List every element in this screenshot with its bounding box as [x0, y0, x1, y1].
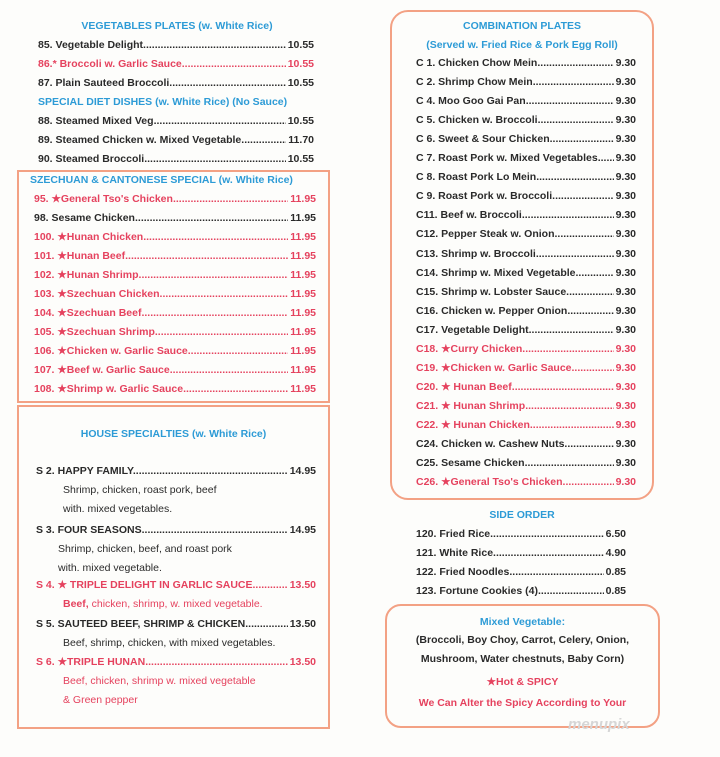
- menu-item: [416, 418, 636, 432]
- menu-item: [416, 170, 636, 184]
- menu-item-name: 103. ★Szechuan Chicken .....: [34, 287, 288, 301]
- menu-item-name: 90. Steamed Broccoli .....: [38, 152, 286, 166]
- menu-item: [416, 208, 636, 222]
- description-rest: chicken, shrimp, w. mixed vegetable.: [88, 598, 263, 610]
- menu-item: [416, 342, 636, 356]
- menu-item-name: C14. Shrimp w. Mixed Vegetable .....: [416, 266, 614, 280]
- menu-item-name: 86.* Broccoli w. Garlic Sauce .....: [38, 57, 286, 71]
- menu-item-name: C18. ★Curry Chicken .....: [416, 342, 614, 356]
- menu-item: [38, 114, 314, 128]
- menu-item: [34, 344, 316, 358]
- menu-item: [416, 247, 636, 261]
- menu-item: [34, 211, 316, 225]
- menu-item-price: 9.30: [615, 361, 636, 374]
- menu-item-name: C12. Pepper Steak w. Onion .....: [416, 227, 614, 241]
- house-specialty-description: with. mixed vegetable.: [58, 562, 162, 574]
- menu-item: [38, 38, 314, 52]
- menu-item: [416, 361, 636, 375]
- house-specialty-price: 13.50: [289, 618, 316, 630]
- menu-item-price: 10.55: [287, 77, 314, 89]
- spicy-alter-note: We Can Alter the Spicy According to Your: [418, 697, 627, 709]
- menu-item-name: 123. Fortune Cookies (4) .....: [416, 584, 604, 598]
- menu-item-price: 6.50: [605, 528, 626, 540]
- menu-item-price: 11.95: [290, 288, 316, 300]
- menu-item: [416, 527, 626, 541]
- menu-item: [416, 304, 636, 318]
- menu-item-price: 11.95: [290, 231, 316, 243]
- house-specialty-price: 13.50: [289, 656, 316, 668]
- menu-item-name: C 8. Roast Pork Lo Mein .....: [416, 170, 614, 184]
- house-specialty-description: Shrimp, chicken, roast pork, beef: [63, 484, 217, 496]
- menu-item-name: 95. ★General Tso's Chicken .....: [34, 192, 288, 206]
- hot-spicy-label: ★Hot & SPICY: [486, 676, 559, 688]
- menu-item: [416, 456, 636, 470]
- menu-item-name: C16. Chicken w. Pepper Onion .....: [416, 304, 614, 318]
- menu-item-price: 0.85: [605, 585, 626, 597]
- menu-item-price: 9.30: [615, 95, 636, 108]
- menu-item-name: C 4. Moo Goo Gai Pan .....: [416, 94, 614, 108]
- house-specialty-description: Beef, chicken, shrimp w. mixed vegetable: [63, 675, 256, 687]
- house-specialty-name: S 5. SAUTEED BEEF, SHRIMP & CHICKEN .....: [36, 617, 288, 631]
- menu-item-price: 9.30: [615, 247, 636, 260]
- menu-item: [416, 189, 636, 203]
- menu-item: [416, 227, 636, 241]
- side-order-header: SIDE ORDER: [489, 509, 555, 521]
- menu-item-price: 9.30: [615, 399, 636, 412]
- house-specialty-description: with. mixed vegetables.: [63, 503, 173, 515]
- menu-item-price: 11.95: [290, 326, 316, 338]
- menu-item-name: C 2. Shrimp Chow Mein .....: [416, 75, 614, 89]
- menu-item-price: 9.30: [615, 57, 636, 69]
- menu-item-price: 11.95: [290, 250, 316, 262]
- menu-item-name: 107. ★Beef w. Garlic Sauce .....: [34, 363, 288, 377]
- menu-item-name: C26. ★General Tso's Chicken .....: [416, 475, 614, 489]
- menu-item: [416, 285, 636, 299]
- menu-item-price: 10.55: [287, 153, 314, 165]
- mixed-vegetable-line2: Mushroom, Water chestnuts, Baby Corn): [420, 653, 625, 665]
- menu-item-name: 98. Sesame Chicken .....: [34, 211, 288, 225]
- description-highlight: Beef,: [63, 598, 89, 610]
- menu-item: [34, 192, 316, 206]
- menu-item-price: 9.30: [615, 476, 636, 489]
- menu-item-price: 4.90: [605, 547, 626, 559]
- menu-item-price: 9.30: [615, 438, 636, 450]
- menu-item-name: C20. ★ Hunan Beef .....: [416, 380, 614, 394]
- menu-item: [34, 287, 316, 301]
- menu-item: [34, 230, 316, 244]
- menu-item: [38, 76, 314, 90]
- menu-item: [416, 56, 636, 70]
- house-specialty-price: 13.50: [289, 579, 316, 591]
- menu-item-name: 85. Vegetable Delight .....: [38, 38, 286, 52]
- menu-item-price: 9.30: [615, 323, 636, 336]
- menu-item-name: C21. ★ Hunan Shrimp .....: [416, 399, 614, 413]
- menu-item-price: 9.30: [615, 114, 636, 127]
- combination-subheader: (Served w. Fried Rice & Pork Egg Roll): [426, 39, 618, 51]
- house-specialty-price: 14.95: [289, 524, 316, 536]
- menu-item-price: 9.30: [615, 418, 636, 431]
- house-specialty-name: S 4. ★ TRIPLE DELIGHT IN GARLIC SAUCE .....: [36, 578, 288, 592]
- menu-item-price: 9.30: [615, 457, 636, 470]
- menu-item: [38, 133, 314, 147]
- house-specialty-description: & Green pepper: [63, 694, 138, 706]
- menu-item: [38, 152, 314, 166]
- house-specialty-description: Shrimp, chicken, beef, and roast pork: [58, 543, 232, 555]
- menu-item-name: 87. Plain Sauteed Broccoli .....: [38, 76, 286, 90]
- menu-item-price: 11.95: [290, 193, 316, 205]
- menu-item: [416, 75, 636, 89]
- menu-item: [416, 546, 626, 560]
- menu-item-price: 9.30: [615, 266, 636, 279]
- combination-header: COMBINATION PLATES: [462, 20, 582, 32]
- mixed-vegetable-header: Mixed Vegetable:: [479, 616, 566, 628]
- menu-item: [416, 437, 636, 451]
- menu-item-price: 11.95: [290, 383, 316, 395]
- house-specialty-item: [36, 578, 316, 592]
- menu-item-price: 9.30: [615, 190, 636, 203]
- menu-item: [34, 306, 316, 320]
- menu-item: [34, 249, 316, 263]
- house-specialty-item: [36, 464, 316, 478]
- menu-item-name: C 6. Sweet & Sour Chicken .....: [416, 132, 614, 146]
- menu-item-name: 122. Fried Noodles .....: [416, 565, 604, 579]
- menu-item-name: C13. Shrimp w. Broccoli .....: [416, 247, 614, 261]
- menu-item-name: C25. Sesame Chicken .....: [416, 456, 614, 470]
- house-specialty-item: [36, 617, 316, 631]
- szechuan-header: SZECHUAN & CANTONESE SPECIAL (w. White Rice): [30, 174, 293, 186]
- menu-item-name: 102. ★Hunan Shrimp .....: [34, 268, 288, 282]
- menu-item-name: 104. ★Szechuan Beef .....: [34, 306, 288, 320]
- house-specialties-header: HOUSE SPECIALTIES (w. White Rice): [80, 428, 267, 440]
- menu-item: [416, 266, 636, 280]
- menu-item-price: 9.30: [615, 285, 636, 298]
- menu-item: [38, 57, 314, 71]
- menu-item-price: 9.30: [615, 342, 636, 355]
- house-specialty-item: [36, 523, 316, 537]
- menu-item: [416, 565, 626, 579]
- house-specialty-name: S 6. ★TRIPLE HUNAN .....: [36, 655, 288, 669]
- menu-item-price: 9.30: [615, 133, 636, 146]
- house-specialty-price: 14.95: [289, 465, 316, 477]
- house-specialty-description: [63, 598, 263, 610]
- menu-item-price: 9.30: [615, 304, 636, 317]
- menu-item-name: 120. Fried Rice .....: [416, 527, 604, 541]
- menu-item-price: 11.95: [290, 345, 316, 357]
- menu-item-price: 11.95: [290, 212, 316, 224]
- menu-item: [416, 475, 636, 489]
- menu-item-name: 101. ★Hunan Beef .....: [34, 249, 288, 263]
- menu-item-name: C11. Beef w. Broccoli .....: [416, 208, 614, 222]
- menu-item: [34, 382, 316, 396]
- menu-item: [34, 363, 316, 377]
- menu-item-price: 11.70: [288, 134, 314, 146]
- house-specialty-name: S 2. HAPPY FAMILY .....: [36, 464, 288, 478]
- menu-item-name: C15. Shrimp w. Lobster Sauce .....: [416, 285, 614, 299]
- menu-item-price: 0.85: [605, 566, 626, 578]
- menu-item-price: 9.30: [615, 171, 636, 184]
- menu-item: [416, 380, 636, 394]
- menu-item-name: 89. Steamed Chicken w. Mixed Vegetable .....: [38, 133, 286, 147]
- mixed-vegetable-line1: (Broccoli, Boy Choy, Carrot, Celery, Onion,: [415, 634, 630, 646]
- house-specialty-item: [36, 655, 316, 669]
- menu-item: [416, 94, 636, 108]
- menu-item-name: 108. ★Shrimp w. Garlic Sauce .....: [34, 382, 288, 396]
- menu-item: [416, 113, 636, 127]
- menu-item-name: 106. ★Chicken w. Garlic Sauce .....: [34, 344, 288, 358]
- menu-item: [416, 132, 636, 146]
- menu-item-name: C22. ★ Hunan Chicken .....: [416, 418, 614, 432]
- menu-item-name: C 5. Chicken w. Broccoli .....: [416, 113, 614, 127]
- menu-item-price: 10.55: [287, 58, 314, 70]
- menu-item-name: C 1. Chicken Chow Mein .....: [416, 56, 614, 70]
- menu-item: [416, 399, 636, 413]
- house-specialty-description: Beef, shrimp, chicken, with mixed vegetables.: [63, 637, 276, 649]
- menu-item-price: 9.30: [615, 209, 636, 222]
- menu-item: [416, 584, 626, 598]
- diet-dishes-header: SPECIAL DIET DISHES (w. White Rice) (No Sauce): [38, 96, 288, 108]
- house-specialty-name: S 3. FOUR SEASONS .....: [36, 523, 288, 537]
- menu-item-price: 9.30: [615, 380, 636, 393]
- menu-item-price: 9.30: [615, 152, 636, 165]
- menu-item-price: 9.30: [615, 228, 636, 241]
- menu-item: [416, 323, 636, 337]
- menu-item-price: 9.30: [615, 76, 636, 89]
- menu-item-name: C 7. Roast Pork w. Mixed Vegetables .....: [416, 151, 614, 165]
- menu-item-name: 121. White Rice .....: [416, 546, 604, 560]
- menu-item-price: 11.95: [290, 269, 316, 281]
- menu-item-name: 100. ★Hunan Chicken .....: [34, 230, 288, 244]
- menu-item-name: 105. ★Szechuan Shrimp .....: [34, 325, 288, 339]
- menu-item: [34, 325, 316, 339]
- menu-item-name: C17. Vegetable Delight .....: [416, 323, 614, 337]
- menu-item-price: 10.55: [287, 115, 314, 127]
- menu-item-name: C24. Chicken w. Cashew Nuts .....: [416, 437, 614, 451]
- menu-item-price: 10.55: [287, 39, 314, 51]
- menu-item-name: 88. Steamed Mixed Veg .....: [38, 114, 286, 128]
- menu-item: [34, 268, 316, 282]
- menupix-watermark: menupix: [568, 716, 630, 733]
- menu-item-name: C 9. Roast Pork w. Broccoli .....: [416, 189, 614, 203]
- menu-item: [416, 151, 636, 165]
- menu-item-price: 11.95: [290, 364, 316, 376]
- menu-item-name: C19. ★Chicken w. Garlic Sauce .....: [416, 361, 614, 375]
- veg-plates-header: VEGETABLES PLATES (w. White Rice): [81, 20, 273, 32]
- menu-item-price: 11.95: [290, 307, 316, 319]
